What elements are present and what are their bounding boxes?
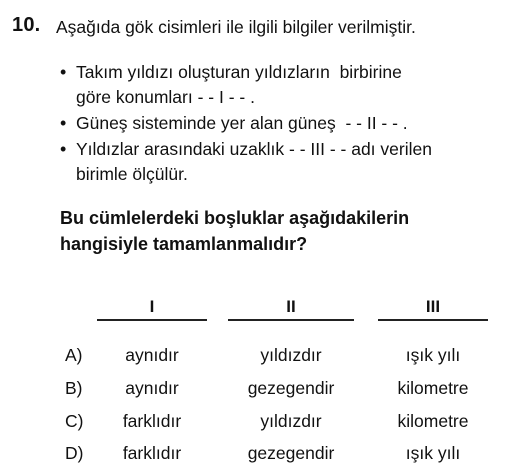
prompt-line-1: Bu cümlelerdeki boşluklar aşağıdakilerin: [60, 208, 410, 228]
option-c-cell-ii: yıldızdır: [260, 411, 322, 431]
option-a-cell-i: aynıdır: [125, 345, 179, 365]
option-d-letter[interactable]: D): [65, 443, 84, 463]
option-b-letter[interactable]: B): [65, 378, 83, 398]
question-stem: Aşağıda gök cisimleri ile ilgili bilgiler verilmiştir.: [56, 17, 416, 37]
option-b-cell-iii: kilometre: [397, 378, 469, 398]
column-underline-iii: [378, 319, 488, 321]
prompt-line-2: hangisiyle tamamlanmalıdır?: [60, 234, 308, 254]
column-header-ii: II: [286, 297, 296, 316]
option-a-cell-ii: yıldızdır: [260, 345, 322, 365]
option-c-cell-iii: kilometre: [397, 411, 469, 431]
option-b-cell-i: aynıdır: [125, 378, 179, 398]
option-c-cell-i: farklıdır: [122, 411, 182, 431]
option-c-letter[interactable]: C): [65, 411, 84, 431]
option-d-cell-ii: gezegendir: [247, 443, 335, 463]
bullet-1-line-1: Takım yıldızı oluşturan yıldızların birbirine: [76, 62, 402, 82]
question-number: 10.: [12, 14, 41, 36]
option-b-cell-ii: gezegendir: [247, 378, 335, 398]
bullet-1-line-2: göre konumları - - I - - .: [76, 87, 255, 107]
column-header-iii: III: [425, 297, 441, 316]
bullet-3-line-2: birimle ölçülür.: [76, 164, 188, 184]
bullet-2-line-1: Güneş sisteminde yer alan güneş - - II - - .: [76, 113, 408, 133]
option-a-letter[interactable]: A): [65, 345, 83, 365]
bullet-dot-icon: •: [60, 139, 67, 159]
bullet-1: [60, 60, 402, 110]
bullet-dot-icon: •: [60, 113, 67, 133]
bullet-dot-icon: •: [60, 62, 67, 82]
option-a-cell-iii: ışık yılı: [405, 345, 461, 365]
column-header-i: I: [149, 297, 155, 316]
question-prompt: [60, 205, 409, 257]
option-d-cell-i: farklıdır: [122, 443, 182, 463]
bullet-2: [60, 111, 408, 136]
bullet-3-line-1: Yıldızlar arasındaki uzaklık - - III - - adı verilen: [76, 139, 432, 159]
column-underline-i: [97, 319, 207, 321]
column-underline-ii: [228, 319, 354, 321]
bullet-3: [60, 137, 432, 187]
option-d-cell-iii: ışık yılı: [405, 443, 461, 463]
